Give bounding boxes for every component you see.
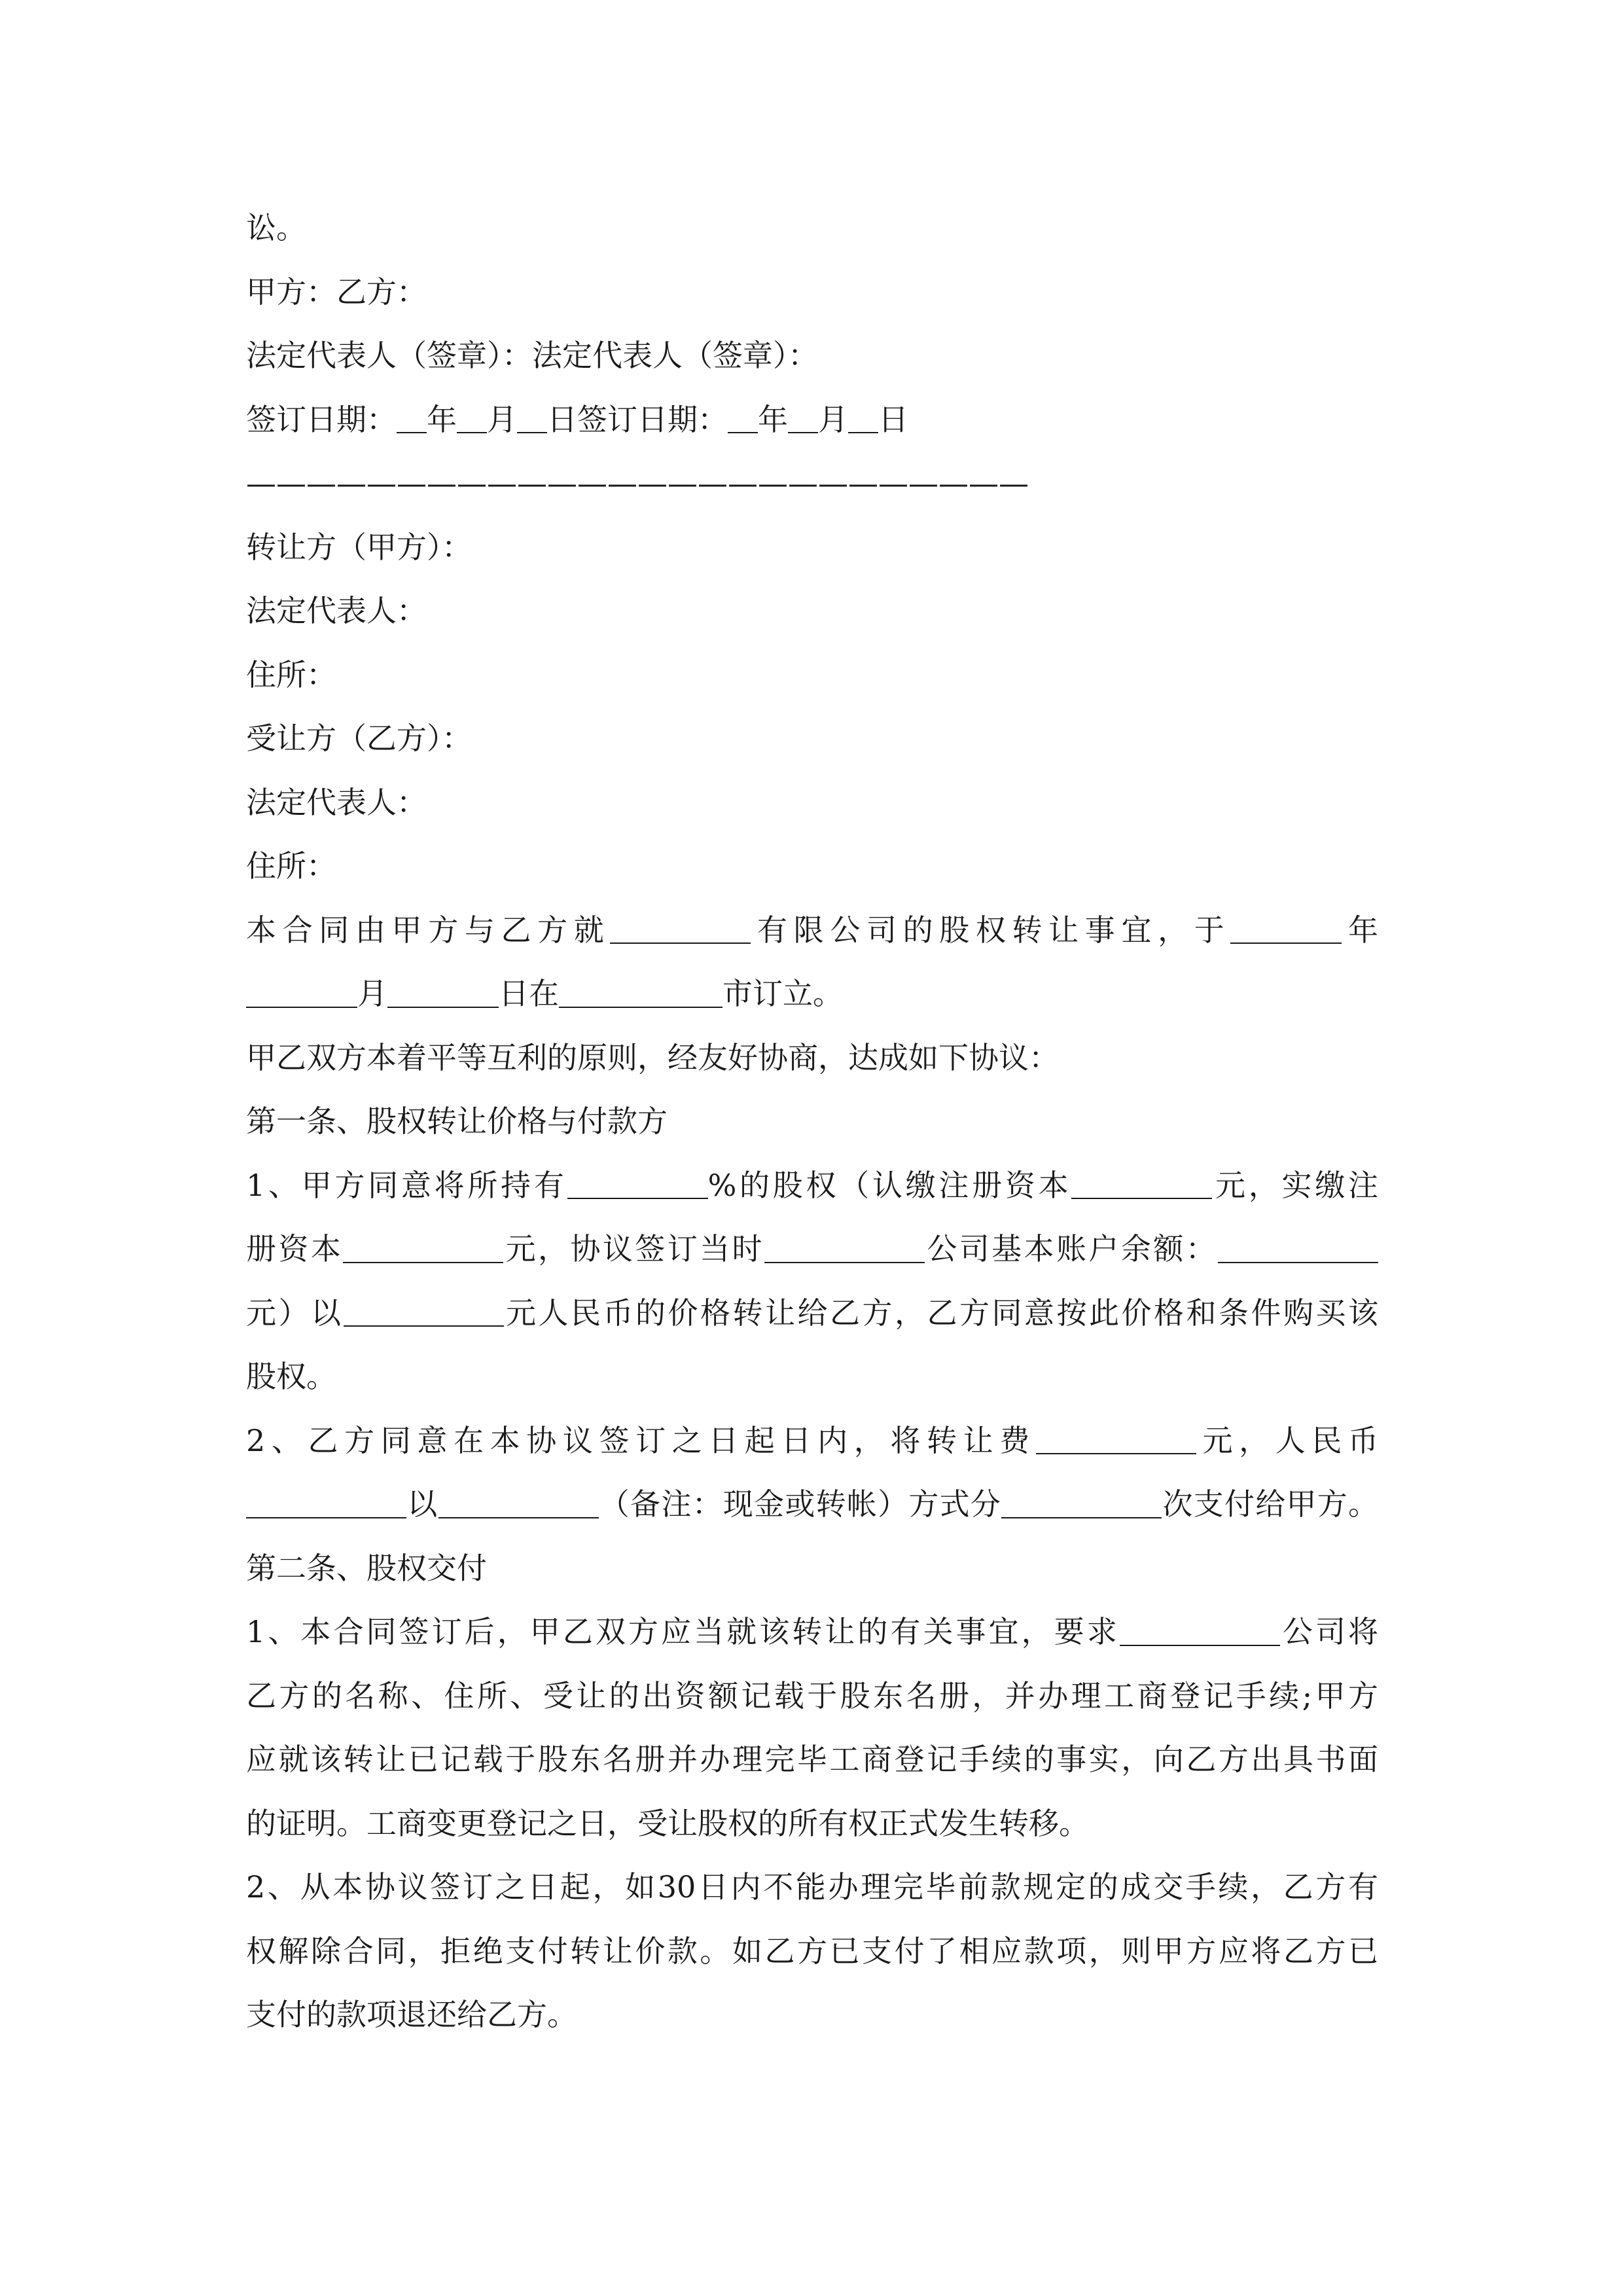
article-1-clause-2-line-1: 2、乙方同意在本协议签订之日起日内，将转让费 元，人民币: [246, 1422, 1378, 1458]
contract-intro-line-2: 月 日在 市订立。: [246, 962, 1378, 1026]
signature-parties-line: 甲方：乙方：: [246, 274, 427, 310]
transferee-label: 受让方（乙方）：: [246, 721, 472, 756]
article-2-clause-1-line-1: 1、本合同签订后，甲乙双方应当就该转让的有关事宜，要求 公司将: [246, 1614, 1378, 1649]
blank-field: [1230, 912, 1342, 944]
blank-field: [1071, 1168, 1212, 1199]
blank-field: [567, 1168, 708, 1199]
blank-field: [344, 1295, 504, 1327]
blank-field: [438, 1487, 599, 1518]
transferor-address: 住所：: [246, 656, 336, 692]
blank-field: [1001, 1487, 1162, 1518]
signing-date-line: 签订日期： 年 月 日签订日期： 年 月 日: [246, 401, 908, 437]
article-1-clause-1-line-3: 元）以 元人民币的价格转让给乙方，乙方同意按此价格和条件购买该: [246, 1295, 1378, 1331]
article-2-clause-1-line-4: 的证明。工商变更登记之日，受让股权的所有权正式发生转移。: [246, 1805, 1089, 1841]
article-2-clause-2-line-2: 权解除合同，拒绝支付转让价款。如乙方已支付了相应款项，则甲方应将乙方已: [246, 1933, 1378, 1969]
blank-field: [387, 977, 499, 1008]
article-1-clause-2-line-2: 以 （备注：现金或转帐）方式分 次支付给甲方。: [246, 1473, 1378, 1537]
transferor-label: 转让方（甲方）：: [246, 529, 472, 565]
blank-field: [343, 1232, 503, 1263]
blank-field: [246, 1487, 406, 1518]
agreement-preamble: 甲乙双方本着平等互利的原则，经友好协商，达成如下协议：: [246, 1039, 1059, 1075]
article-1-clause-1-line-2: 册资本 元，协议签订当时 公司基本账户余额：: [246, 1217, 1378, 1282]
transferee-legal-rep: 法定代表人：: [246, 784, 427, 820]
contract-intro-line: 本合同由甲方与乙方就 有限公司的股权转让事宜，于 年: [246, 912, 1378, 948]
text-line: 讼。: [246, 210, 306, 245]
blank-field: [1218, 1232, 1378, 1263]
transferor-legal-rep: 法定代表人：: [246, 593, 427, 628]
article-1-heading: 第一条、股权转让价格与付款方: [246, 1103, 668, 1139]
legal-rep-signature-line: 法定代表人（签章）：法定代表人（签章）：: [246, 338, 818, 373]
blank-field: [848, 402, 878, 433]
blank-field: [397, 402, 427, 433]
blank-field: [1120, 1615, 1280, 1646]
blank-field: [457, 402, 487, 433]
article-1-clause-1-line-1: 1、甲方同意将所持有 %的股权（认缴注册资本 元，实缴注: [246, 1167, 1378, 1203]
blank-field: [517, 402, 547, 433]
blank-field: [559, 977, 722, 1008]
blank-field: [1036, 1423, 1196, 1454]
contract-body: [246, 196, 1378, 2047]
article-2-clause-1-line-2: 乙方的名称、住所、受让的出资额记载于股东名册，并办理工商登记手续;甲方: [246, 1677, 1378, 1713]
article-2-clause-1-line-3: 应就该转让已记载于股东名册并办理完毕工商登记手续的事实，向乙方出具书面: [246, 1742, 1378, 1777]
blank-field: [610, 912, 751, 944]
article-2-heading: 第二条、股权交付: [246, 1550, 487, 1586]
blank-field: [246, 977, 357, 1008]
article-2-clause-2-line-1: 2、从本协议签订之日起，如30日内不能办理完毕前款规定的成交手续，乙方有: [246, 1869, 1378, 1905]
blank-field: [764, 1232, 925, 1263]
article-2-clause-2-line-3: 支付的款项退还给乙方。: [246, 1997, 577, 2032]
transferee-address: 住所：: [246, 848, 336, 884]
blank-field: [728, 402, 758, 433]
blank-field: [788, 402, 818, 433]
separator-dashes: ——————————————————————————: [246, 465, 1029, 501]
article-1-clause-1-line-4: 股权。: [246, 1359, 336, 1394]
